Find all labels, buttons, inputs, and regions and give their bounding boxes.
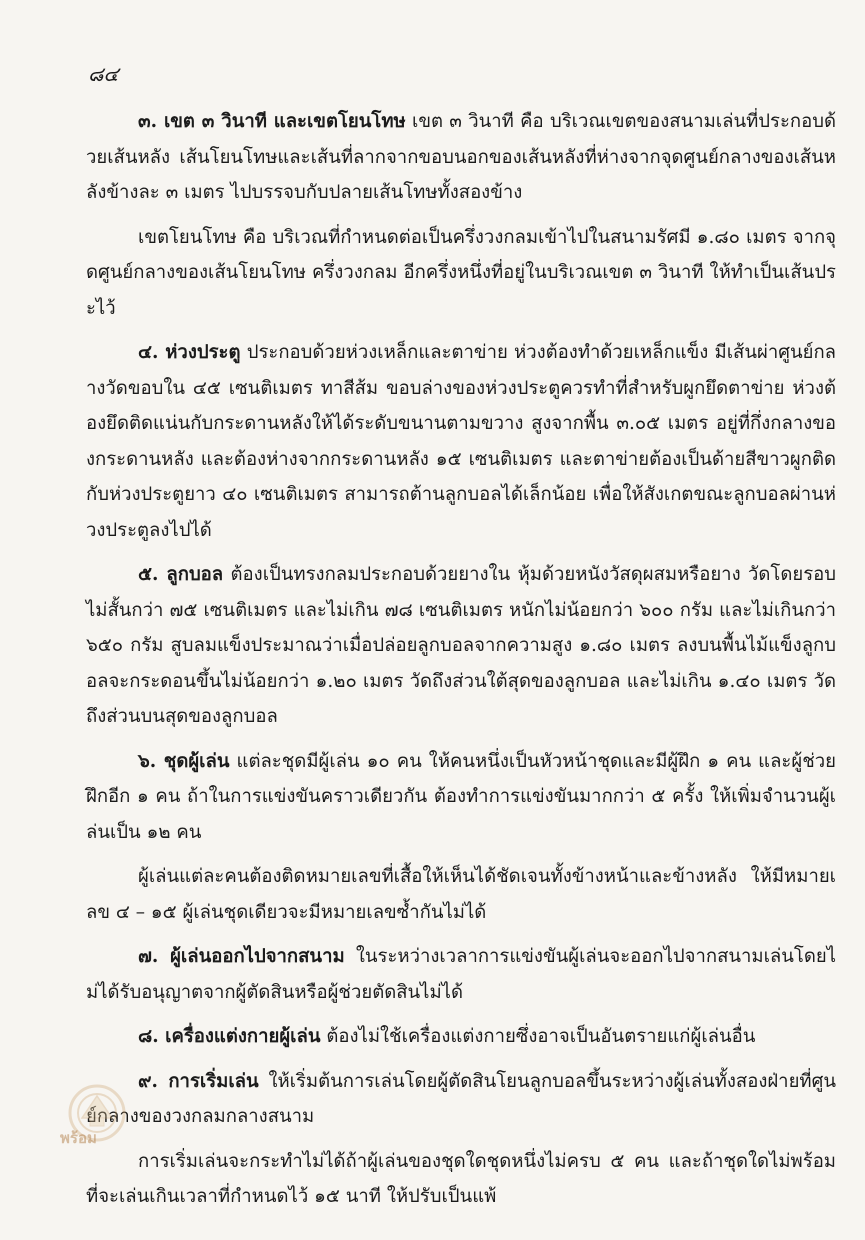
section-text: ประกอบด้วยห่วงเหล็กและตาข่าย ห่วงต้องทำด้วยเหล็กแข็ง มีเส้นผ่าศูนย์กลางวัดขอบใน ๔๕ เซนติเมตร ทาสีส้ม ขอบล่างของห่วงประตูควรทำที่สำหรับผูกยึดตาข่าย ห่วงต้องยึดติดแน่นกับกระดานหลังให้ได้ระดับขนานตามขวาง สูงจากพื้น ๓.๐๕ เมตร อยู่ที่กึ่งกลางของกระดานหลัง และต้องห่างจากกระดานหลัง ๑๕ เซนติเมตร และตาข่ายต้องเป็นด้ายสีขาวผูกติดกับห่วงประตูยาว ๔๐ เซนติเมตร สามารถต้านลูกบอลได้เล็กน้อย เพื่อให้สังเกตขณะลูกบอลผ่านห่วงประตูลงไปได้ [86, 342, 836, 541]
section-text: ให้เริ่มต้นการเล่นโดยผู้ตัดสินโยนลูกบอลขึ้นระหว่างผู้เล่นทั้งสองฝ่ายที่ศูนย์กลางของวงกลมกลางสนาม [86, 1070, 836, 1127]
paragraph-free-throw-zone [86, 220, 836, 327]
page-number: ๘๔ [88, 62, 119, 86]
section-text: ต้องไม่ใช้เครื่องแต่งกายซึ่งอาจเป็นอันตรายแก่ผู้เล่นอื่น [320, 1026, 756, 1047]
section-heading: ๗. ผู้เล่นออกไปจากสนาม [138, 946, 345, 967]
section-text: เขต ๓ วินาที คือ บริเวณเขตของสนามเล่นที่ประกอบด้วยเส้นหลัง เส้นโยนโทษและเส้นที่ลากจากขอบนอกของเส้นหลังที่ห่างจากจุดศูนย์กลางของเส้นหลังข้างละ ๓ เมตร ไปบรรจบกับปลายเส้นโทษทั้งสองข้าง [86, 111, 836, 203]
paragraph-player-numbers [86, 859, 836, 930]
paragraph-ball [86, 557, 836, 735]
section-heading: ๓. เขต ๓ วินาที และเขตโยนโทษ [138, 111, 406, 132]
document-body [86, 104, 836, 1224]
paragraph-uniform [86, 1019, 836, 1055]
section-heading: ๘. เครื่องแต่งกายผู้เล่น [138, 1026, 321, 1047]
section-heading: ๔. ห่วงประตู [138, 342, 241, 363]
section-text: ผู้เล่นแต่ละคนต้องติดหมายเลขที่เสื้อให้เห็นได้ชัดเจนทั้งข้างหน้าและข้างหลัง ให้มีหมายเลข ๔ – ๑๕ ผู้เล่นชุดเดียวจะมีหมายเลขซ้ำกันไม่ได้ [86, 866, 836, 923]
section-text: ในระหว่างเวลาการแข่งขันผู้เล่นจะออกไปจากสนามเล่นโดยไม่ได้รับอนุญาตจากผู้ตัดสินหรือผู้ช่วยตัดสินไม่ได้ [86, 946, 836, 1003]
paragraph-basket [86, 335, 836, 548]
section-heading: ๕. ลูกบอล [138, 564, 224, 585]
section-heading: ๖. ชุดผู้เล่น [138, 750, 230, 772]
section-text: การเริ่มเล่นจะกระทำไม่ได้ถ้าผู้เล่นของชุดใดชุดหนึ่งไม่ครบ ๕ คน และถ้าชุดใดไม่พร้อมที่จะเล่นเกินเวลาที่กำหนดไว้ ๑๕ นาที ให้ปรับเป็นแพ้ [86, 1150, 836, 1207]
paragraph-start-of-play [86, 1064, 836, 1135]
paragraph-forfeit [86, 1144, 836, 1215]
section-text: เขตโยนโทษ คือ บริเวณที่กำหนดต่อเป็นครึ่งวงกลมเข้าไปในสนามรัศมี ๑.๘๐ เมตร จากจุดศูนย์กลางของเส้นโยนโทษ ครึ่งวงกลม อีกครึ่งหนึ่งที่อยู่ในบริเวณเขต ๓ วินาที ให้ทำเป็นเส้นประไว้ [86, 226, 836, 319]
watermark-text: พร้อม [60, 1129, 97, 1147]
paragraph-leaving-court [86, 939, 836, 1010]
paragraph-zone-3-seconds [86, 104, 836, 211]
section-text: ต้องเป็นทรงกลมประกอบด้วยยางใน หุ้มด้วยหนังวัสดุผสมหรือยาง วัดโดยรอบไม่สั้นกว่า ๗๕ เซนติเมตร และไม่เกิน ๗๘ เซนติเมตร หนักไม่น้อยกว่า ๖๐๐ กรัม และไม่เกินกว่า ๖๕๐ กรัม สูบลมแข็งประมาณว่าเมื่อปล่อยลูกบอลจากความสูง ๑.๘๐ เมตร ลงบนพื้นไม้แข็งลูกบอลจะกระดอนขึ้นไม่น้อยกว่า ๑.๒๐ เมตร วัดถึงส่วนใต้สุดของลูกบอล และไม่เกิน ๑.๔๐ เมตร วัดถึงส่วนบนสุดของลูกบอล [86, 564, 836, 727]
paragraph-team [86, 744, 836, 851]
section-heading: ๙. การเริ่มเล่น [138, 1070, 259, 1092]
section-text: แต่ละชุดมีผู้เล่น ๑๐ คน ให้คนหนึ่งเป็นหัวหน้าชุดและมีผู้ฝึก ๑ คน และผู้ช่วยฝึกอีก ๑ คน ถ้าในการแข่งขันคราวเดียวกัน ต้องทำการแข่งขันมากกว่า ๕ ครั้ง ให้เพิ่มจำนวนผู้เล่นเป็น ๑๒ คน [86, 750, 836, 843]
